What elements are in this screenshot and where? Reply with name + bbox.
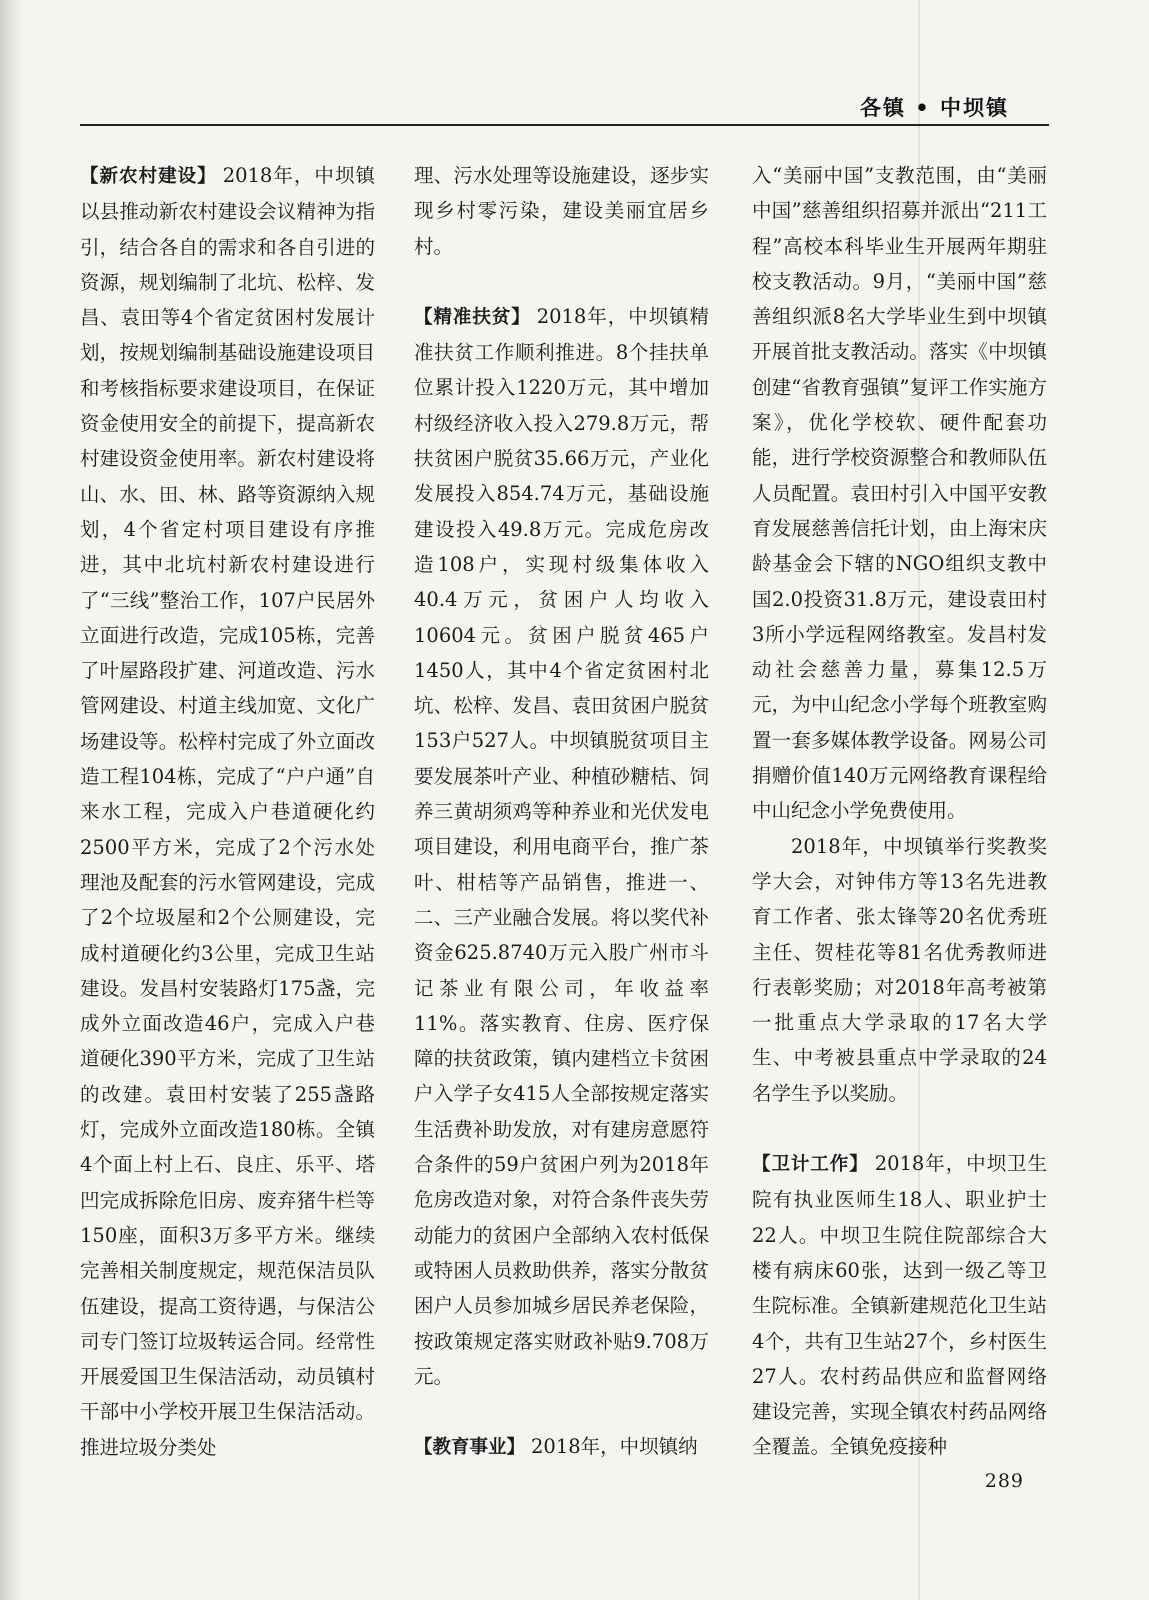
section-body-health: 2018年，中坝卫生院有执业医师生18人、职业护士22人。中坝卫生院住院部综合大楼有病床60张，达到一级乙等卫生院标准。全镇新建规范化卫生站4个，共有卫生站27个，乡村医生27人。农村药品供应和监督网络建设完善，实现全镇农村药品网络全覆盖。全镇免疫接种 — [752, 1152, 1047, 1459]
section-education — [414, 1429, 709, 1465]
section-body-new-countryside: 2018年，中坝镇以县推动新农村建设会议精神为指引，结合各自的需求和各自引进的资源，规划编制了北坑、松梓、发昌、袁田等4个省定贫困村发展计划，按规划编制基础设施建设项目和考核指标要求建设项目，在保证资金使用安全的前提下，提高新农村建设资金使用率。新农村建设将山、水、田、林、路等资源纳入规划，4个省定村项目建设有序推进，其中北坑村新农村建设进行了“三线”整治工作，107户民居外立面进行改造，完成105栋，完善了叶屋路段扩建、河道改造、污水管网建设、村道主线加宽、文化广场建设等。松梓村完成了外立面改造工程104栋，完成了“户户通”自来水工程，完成入户巷道硬化约2500平方米，完成了2个污水处理池及配套的污水管网建设，完成了2个垃圾屋和2个公厕建设，完成村道硬化约3公里，完成卫生站建设。发昌村安装路灯175盏，完成外立面改造46户，完成入户巷道硬化390平方米，完成了卫生站的改建。袁田村安装了255盏路灯，完成外立面改造180栋。全镇4个面上村上石、良庄、乐平、塔凹完成拆除危旧房、废弃猪牛栏等150座，面积3万多平方米。继续完善相关制度规定，规范保洁员队伍建设，提高工资待遇，与保洁公司专门签订垃圾转运合同。经常性开展爱国卫生保洁活动，动员镇村干部中小学校开展卫生保洁活动。推进垃圾分类处 — [80, 164, 375, 1459]
section-heading-education: 【教育事业】 — [414, 1437, 526, 1459]
section-body-poverty-alleviation: 2018年，中坝镇精准扶贫工作顺利推进。8个挂扶单位累计投入1220万元，其中增加村级经济收入投入279.8万元，帮扶贫困户脱贫35.66万元，产业化发展投入854.74万元，基础设施建设投入49.8万元。完成危房改造108户，实现村级集体收入40.4万元，贫困户人均收入10604元。贫困户脱贫465户1450人，其中4个省定贫困村北坑、松梓、发昌、袁田贫困户脱贫153户527人。中坝镇脱贫项目主要发展茶叶产业、种植砂糖桔、饲养三黄胡须鸡等种养业和光伏发电项目建设，利用电商平台，推广茶叶、柑桔等产品销售，推进一、二、三产业融合发展。将以奖代补资金625.8740万元入股广州市斗记茶业有限公司，年收益率11%。落实教育、住房、医疗保障的扶贫政策，镇内建档立卡贫困户入学子女415人全部按规定落实生活费补助发放，对有建房意愿符合条件的59户贫困户列为2018年危房改造对象，对符合条件丧失劳动能力的贫困户全部纳入农村低保或特困人员救助供养，落实分散贫困户人员参加城乡居民养老保险，按政策规定落实财政补贴9.708万元。 — [414, 304, 709, 1388]
section-heading-poverty-alleviation: 【精准扶贫】 — [414, 306, 531, 328]
section-new-countryside-continued: 理、污水处理等设施建设，逐步实现乡村零污染，建设美丽宜居乡村。 — [414, 164, 709, 258]
section-body-education-start: 2018年，中坝镇纳 — [531, 1435, 698, 1459]
section-poverty-alleviation — [414, 299, 709, 1394]
section-new-countryside — [80, 158, 375, 1465]
running-head: 各镇 • 中坝镇 — [859, 96, 1009, 120]
section-health — [752, 1146, 1047, 1465]
page-edge-shadow — [0, 0, 24, 1600]
header-rule — [80, 124, 1049, 126]
column-1 — [80, 158, 375, 1465]
section-heading-health: 【卫计工作】 — [752, 1154, 869, 1176]
column-2 — [414, 158, 709, 1465]
section-education-awards: 2018年，中坝镇举行奖教奖学大会，对钟伟方等13名先进教育工作者、张太锋等20名优秀班主任、贺桂花等81名优秀教师进行表彰奖励；对2018年高考被第一批重点大学录取的17名大学生、中考被县重点中学录取的24名学生予以奖励。 — [752, 834, 1047, 1105]
column-3 — [752, 158, 1047, 1465]
section-heading-new-countryside: 【新农村建设】 — [80, 166, 217, 187]
section-education-continued: 入“美丽中国”支教范围，由“美丽中国”慈善组织招募并派出“211工程”高校本科毕业生开展两年期驻校支教活动。9月，“美丽中国”慈善组织派8名大学毕业生到中坝镇开展首批支教活动。落实《中坝镇创建“省教育强镇”复评工作实施方案》，优化学校软、硬件配套功能，进行学校资源整合和教师队伍人员配置。袁田村引入中国平安教育发展慈善信托计划，由上海宋庆龄基金会下辖的NGO组织支教中国2.0投资31.8万元，建设袁田村3所小学远程网络教室。发昌村发动社会慈善力量，募集12.5万元，为中山纪念小学每个班教室购置一套多媒体教学设备。网易公司捐赠价值140万元网络教育课程给中山纪念小学免费使用。 — [752, 164, 1047, 823]
page-number: 289 — [984, 1470, 1024, 1492]
